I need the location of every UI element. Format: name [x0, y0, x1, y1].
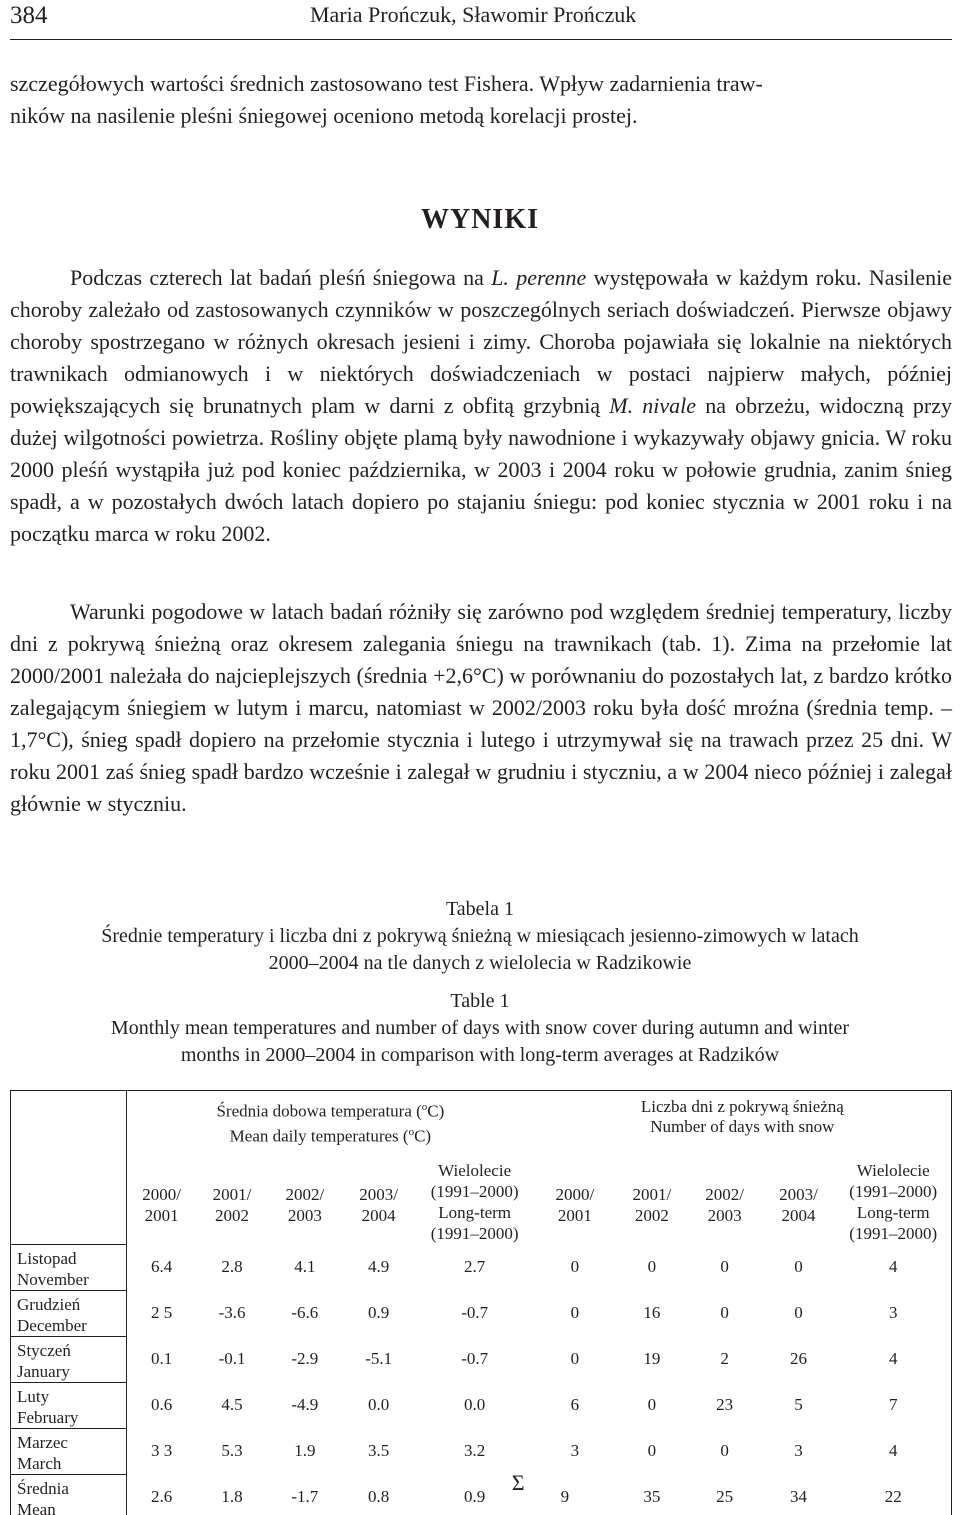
- degree-sup-en: o: [408, 1125, 415, 1138]
- temp-value-cell: -0.1: [218, 1349, 246, 1369]
- month-pl: Marzec: [17, 1432, 68, 1452]
- month-en: February: [17, 1407, 79, 1427]
- snow-value-cell: 0: [794, 1257, 803, 1277]
- snow-value-cell: 6: [570, 1395, 580, 1415]
- table-title-en-2: months in 2000–2004 in comparison with long-term averages at Radzików: [180, 1044, 780, 1066]
- table-caption-pl: [0, 896, 960, 977]
- snow-value-cell: 3: [570, 1441, 580, 1461]
- table-caption-en: [0, 988, 960, 1069]
- intro-paragraph: [10, 68, 952, 132]
- degree-sup: o: [421, 1101, 428, 1113]
- col-snow-year-2: 2001/ 2002: [632, 1185, 672, 1226]
- snow-value-cell: 0: [570, 1349, 580, 1369]
- intro-line-2: ników na nasilenie pleśni śniegowej oceniono metodą korelacji prostej.: [10, 103, 638, 128]
- temp-value-cell: -0.7: [461, 1303, 489, 1323]
- month-en: March: [17, 1453, 62, 1473]
- temp-value-cell: -3.6: [218, 1303, 246, 1323]
- table-title-pl-2: 2000–2004 na tle danych z wielolecia w Radzikowie: [268, 952, 692, 974]
- table-row: [11, 1428, 952, 1474]
- para2-text: Warunki pogodowe w latach badań różniły się zarówno pod względem średniej temperatury, liczby dni z pokrywą śnieżną oraz okresem zalegania śniegu na trawnikach (tab. 1). Zima na przełomie lat 2000/2001 należała do najcieplejszych (średnia +2,6°C) w porównaniu do pozostałych lat, z bardzo krótko zalegającym śniegiem w lutym i marcu, natomiast w 2002/2003 roku była dość mroźna (średnia temp. –1,7°C), śnieg spadł dopiero na przełomie stycznia i lutego i utrzymywał się na trawach przez 25 dni. W roku 2001 zaś śnieg spadł bardzo wcześnie i zalegał w grudniu i styczniu, a w 2004 nieco później i zalegał głównie w styczniu.: [10, 599, 952, 816]
- temp-group-header: [127, 1091, 534, 1147]
- temp-value-cell: 0.0: [368, 1395, 390, 1415]
- snow-value-cell: 4: [888, 1257, 898, 1277]
- temp-value-cell: 5.3: [221, 1441, 243, 1461]
- col-year-1: 2000/ 2001: [142, 1185, 181, 1226]
- month-en: Mean: [17, 1499, 56, 1515]
- snow-value-cell: 0: [647, 1395, 657, 1415]
- snow-value-cell: 0: [720, 1257, 729, 1277]
- temp-value-cell: 4.9: [368, 1257, 390, 1277]
- temp-value-cell: 2 5: [150, 1303, 173, 1323]
- snow-value-cell: 22: [884, 1487, 902, 1507]
- page-number: 384: [10, 2, 48, 29]
- table-row: [11, 1474, 952, 1515]
- temp-value-cell: 0.1: [150, 1349, 173, 1369]
- snow-header-pl: Liczba dni z pokrywą śnieżną: [640, 1097, 844, 1116]
- snow-header-en: Number of days with snow: [650, 1117, 835, 1136]
- snow-value-cell: 0: [720, 1303, 729, 1323]
- temp-value-cell: 1.8: [221, 1487, 243, 1507]
- month-pl: Średnia: [17, 1478, 69, 1498]
- sigma-symbol: Σ: [511, 1470, 525, 1496]
- snow-value-cell: 2: [720, 1349, 729, 1369]
- col-year-3: 2002/ 2003: [285, 1185, 325, 1226]
- col-longterm: Wielolecie (1991–2000) Long-term (1991–2000): [430, 1161, 519, 1244]
- value: 9: [560, 1487, 570, 1507]
- snow-value-cell: 0: [570, 1257, 580, 1277]
- col-year-2: 2001/ 2002: [212, 1185, 252, 1226]
- temp-value-cell: -6.6: [291, 1303, 319, 1323]
- para1-text-b: występowała w każdym roku. Nasilenie choroby zależało od zastosowanych czynników w poszczególnych seriach doświadczeń. Pierwsze objawy choroby spostrzegano w różnych okresach jesieni i zimy. Choroba pojawiała się lokalnie na niektórych trawnikach odmianowych i w niektórych doświadczeniach w postaci najpierw małych, później powiększających się brunatnych plam w darni z obfitą grzybnią: [10, 265, 952, 418]
- snow-value-cell: 0: [647, 1257, 657, 1277]
- temp-value-cell: 6.4: [150, 1257, 173, 1277]
- month-cell: [11, 1428, 127, 1474]
- month-pl: Listopad: [17, 1248, 77, 1268]
- snow-value-cell: 23: [716, 1395, 734, 1415]
- temp-value-cell: 0.8: [368, 1487, 390, 1507]
- temp-value-cell: 1.9: [294, 1441, 316, 1461]
- temp-value-cell: 2.8: [221, 1257, 243, 1277]
- snow-value-cell: 0: [570, 1303, 580, 1323]
- snow-value-cell: [511, 1470, 616, 1515]
- month-en: December: [17, 1315, 87, 1335]
- snow-value-cell: 16: [643, 1303, 661, 1323]
- intro-line-1: szczegółowych wartości średnich zastosowano test Fishera. Wpływ zadarnienia traw-: [10, 71, 763, 96]
- month-en: January: [17, 1361, 70, 1381]
- temp-value-cell: 3.5: [368, 1441, 390, 1461]
- temp-value-cell: -5.1: [365, 1349, 393, 1369]
- temp-value-cell: 0.0: [464, 1395, 486, 1415]
- snow-value-cell: 0: [647, 1441, 657, 1461]
- snow-value-cell: 19: [643, 1349, 661, 1369]
- table-row: [11, 1244, 952, 1290]
- month-pl: Luty: [17, 1386, 50, 1406]
- snow-value-cell: 0: [794, 1303, 803, 1323]
- table-label-pl: Tabela 1: [445, 898, 514, 920]
- table-title-en-1: Monthly mean temperatures and number of days with snow cover during autumn and winter: [110, 1017, 850, 1039]
- temp-value-cell: 4.5: [221, 1395, 243, 1415]
- table-label-en: Table 1: [450, 990, 510, 1012]
- month-cell: [11, 1382, 127, 1428]
- snow-value-cell: 26: [790, 1349, 807, 1369]
- para1-species: L. perenne: [491, 265, 587, 290]
- month-cell: [11, 1290, 127, 1336]
- snow-group-header: [534, 1091, 952, 1147]
- results-paragraph-2: [10, 596, 952, 820]
- results-paragraph-1: [10, 262, 952, 550]
- temp-value-cell: 3.2: [464, 1441, 486, 1461]
- temp-value-cell: 2.7: [464, 1257, 486, 1277]
- weather-table: [10, 1090, 952, 1515]
- table-title-pl-1: Średnie temperatury i liczba dni z pokrywą śnieżną w miesiącach jesienno-zimowych w latach: [101, 925, 859, 947]
- unit-c: C): [427, 1101, 445, 1121]
- month-cell: [11, 1336, 127, 1382]
- month-pl: Grudzień: [17, 1294, 81, 1314]
- month-pl: Styczeń: [17, 1340, 71, 1360]
- temp-value-cell: -4.9: [291, 1395, 319, 1415]
- month-cell: [11, 1474, 127, 1515]
- snow-value-cell: 5: [794, 1395, 803, 1415]
- temp-value-cell: 3 3: [150, 1441, 173, 1461]
- temp-value-cell: 0.9: [368, 1303, 390, 1323]
- col-year-4: 2003/ 2004: [359, 1185, 399, 1226]
- unit-c-en: C): [414, 1126, 432, 1146]
- col-snow-year-4: 2003/ 2004: [779, 1185, 818, 1226]
- corner-cell: [11, 1091, 127, 1245]
- temp-header-pl: Średnia dobowa temperatura (: [216, 1101, 422, 1121]
- temp-value-cell: 0.6: [150, 1395, 173, 1415]
- snow-value-cell: 3: [794, 1441, 803, 1461]
- snow-value-cell: 25: [716, 1487, 734, 1507]
- temp-value-cell: -2.9: [291, 1349, 319, 1369]
- col-snow-year-1: 2000/ 2001: [555, 1185, 595, 1226]
- temp-value-cell: 4.1: [294, 1257, 316, 1277]
- temp-value-cell: -0.7: [461, 1349, 489, 1369]
- col-snow-longterm: Wielolecie (1991–2000) Long-term (1991–2000): [849, 1161, 938, 1244]
- running-head: Maria Prończuk, Sławomir Prończuk: [310, 2, 637, 27]
- table-row: [11, 1290, 952, 1336]
- snow-value-cell: 7: [888, 1395, 898, 1415]
- snow-value-cell: 35: [643, 1487, 661, 1507]
- month-en: November: [17, 1269, 89, 1289]
- para1-text-a: Podczas czterech lat badań pleśń śniegowa na: [70, 265, 492, 290]
- snow-value-cell: 4: [888, 1441, 898, 1461]
- temp-value-cell: -1.7: [291, 1487, 319, 1507]
- table-row: [11, 1336, 952, 1382]
- temp-header-en: Mean daily temperatures (: [229, 1126, 409, 1146]
- page-header: [10, 0, 952, 40]
- snow-value-cell: 4: [888, 1349, 898, 1369]
- snow-value-cell: 3: [888, 1303, 898, 1323]
- temp-value-cell: 2.6: [150, 1487, 173, 1507]
- snow-value-cell: 34: [790, 1487, 807, 1507]
- table-row: [11, 1382, 952, 1428]
- para1-text-c: na obrzeżu, widoczną przy dużej wilgotności powietrza. Rośliny objęte plamą były nawodnione i wykazywały objawy gnicia. W roku 2000 pleśń wystąpiła już pod koniec października, w 2003 i 2004 roku w połowie grudnia, zanim śnieg spadł, a w pozostałych dwóch latach dopiero po stajaniu śniegu: pod koniec stycznia w 2001 roku i na początku marca w roku 2002.: [10, 393, 952, 546]
- col-snow-year-3: 2002/ 2003: [705, 1185, 745, 1226]
- para1-pathogen: M. nivale: [609, 393, 697, 418]
- section-title: WYNIKI: [420, 204, 539, 235]
- temp-value-cell: 0.9: [464, 1487, 486, 1507]
- snow-value-cell: 0: [720, 1441, 729, 1461]
- month-cell: [11, 1244, 127, 1290]
